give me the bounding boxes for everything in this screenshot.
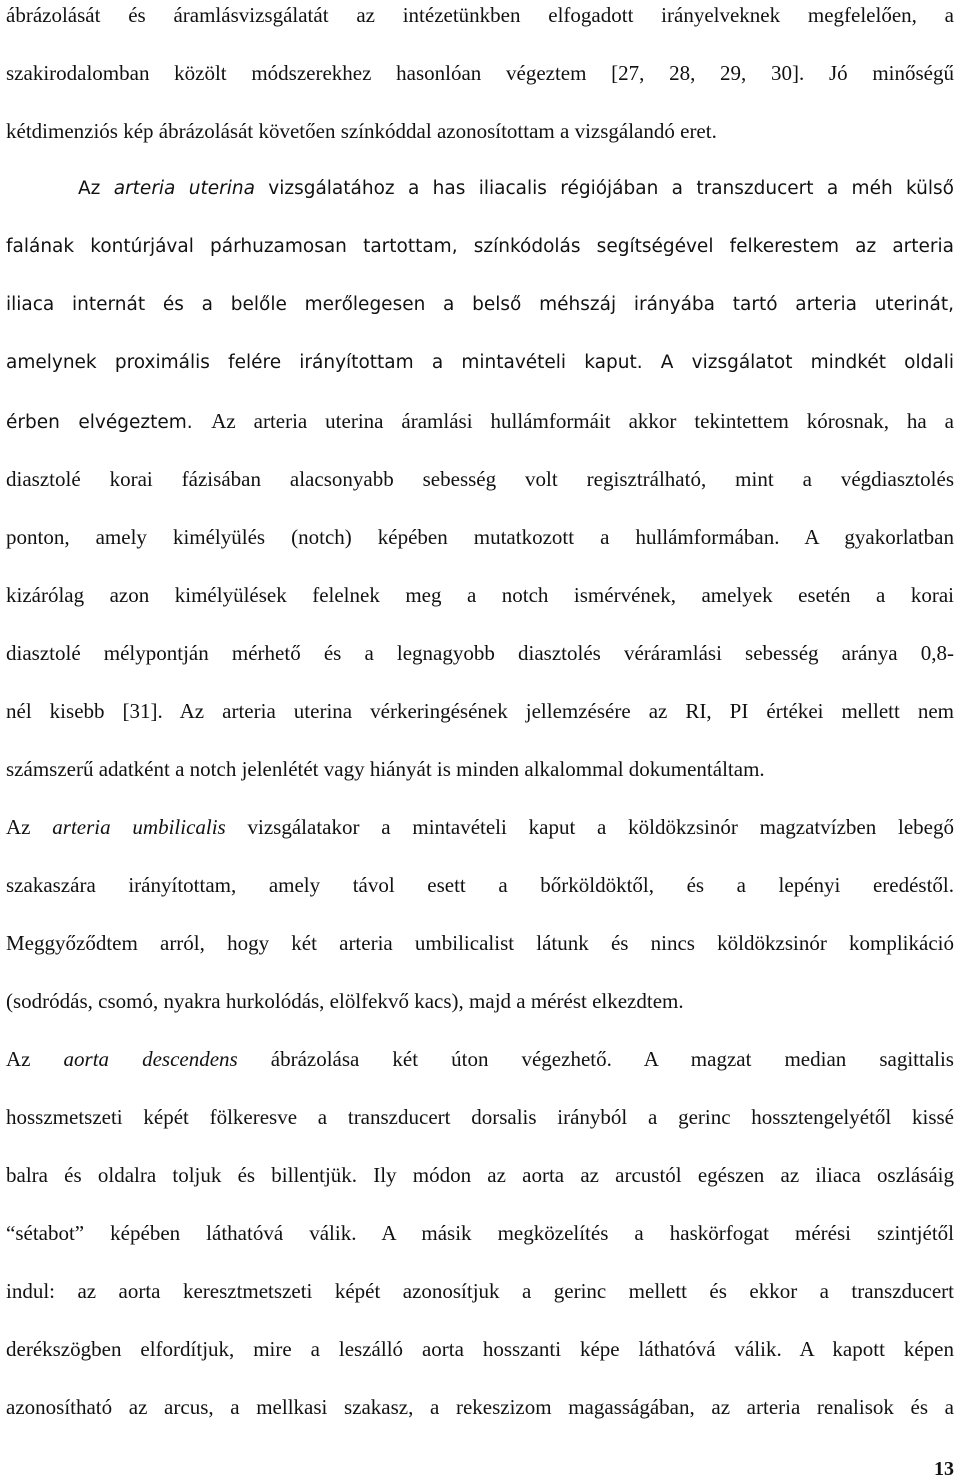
text-line: [6, 1220, 954, 1246]
text-line: [6, 234, 954, 260]
text-line: [6, 988, 954, 1014]
text-line: [6, 930, 954, 956]
text-run: ábrázolását és áramlásvizsgálatát az intézetünkben elfogadott irányelveknek megfelelően, a: [6, 3, 954, 27]
text-line: [6, 292, 954, 318]
text-run: diasztolé mélypontján mérhető és a legnagyobb diasztolés véráramlási sebesség aránya 0,8-: [6, 641, 954, 665]
text-run: “sétabot” képében láthatóvá válik. A másik megközelítés a haskörfogat mérési szintjétől: [6, 1221, 954, 1245]
text-run: hosszmetszeti képét fölkeresve a transzducert dorsalis irányból a gerinc hossztengelyétől kissé: [6, 1105, 954, 1129]
text-run: amelynek proximális felére irányítottam a mintavételi kaput. A vizsgálatot mindkét oldali: [6, 352, 954, 373]
text-line: [6, 1162, 954, 1188]
text-run: diasztolé korai fázisában alacsonyabb sebesség volt regisztrálható, mint a végdiasztolés: [6, 467, 954, 491]
text-run: balra és oldalra toljuk és billentjük. Ily módon az aorta az arcustól egészen az iliaca oszlásáig: [6, 1163, 954, 1187]
text-line: [6, 756, 954, 782]
text-run: indul: az aorta keresztmetszeti képét azonosítjuk a gerinc mellett és ekkor a transzducert: [6, 1279, 954, 1303]
text-line: [6, 466, 954, 492]
text-line: [78, 176, 954, 202]
text-line: [6, 814, 954, 840]
text-line: [6, 1104, 954, 1130]
text-run: vizsgálatakor a mintavételi kaput a köldökzsinór magzatvízben lebegő: [225, 815, 954, 839]
text-run: Az arteria uterina áramlási hullámformáit akkor tekintettem kórosnak, ha a: [211, 409, 954, 433]
text-run: falának kontúrjával párhuzamosan tartottam, színkódolás segítségével felkerestem az arteria: [6, 236, 954, 257]
text-run: derékszögben elfordítjuk, mire a leszálló aorta hosszanti képe láthatóvá válik. A kapott képen: [6, 1337, 954, 1361]
text-line: [6, 408, 954, 436]
text-run: Meggyőződtem arról, hogy két arteria umbilicalist látunk és nincs köldökzsinór komplikáció: [6, 931, 954, 955]
text-run: szakirodalomban közölt módszerekhez hasonlóan végeztem [27, 28, 29, 30]. Jó minőségű: [6, 61, 954, 85]
text-run: (sodródás, csomó, nyakra hurkolódás, elölfekvő kacs), majd a mérést elkezdtem.: [6, 989, 684, 1013]
text-line: [6, 640, 954, 666]
italic-term: arteria umbilicalis: [52, 815, 226, 839]
text-run: nél kisebb [31]. Az arteria uterina vérkeringésének jellemzésére az RI, PI értékei mellett nem: [6, 699, 954, 723]
text-line: [6, 118, 954, 144]
text-line: [6, 2, 954, 28]
text-run: ponton, amely kimélyülés (notch) képében mutatkozott a hullámformában. A gyakorlatban: [6, 525, 954, 549]
text-run: vizsgálatához a has iliacalis régiójában a transzducert a méh külső: [254, 178, 954, 199]
text-run: kétdimenziós kép ábrázolását követően színkóddal azonosítottam a vizsgálandó eret.: [6, 119, 717, 143]
text-line: [6, 1046, 954, 1072]
text-run: iliaca internát és a belőle merőlegesen a belső méhszáj irányába tartó arteria uterinát,: [6, 294, 954, 315]
text-run: azonosítható az arcus, a mellkasi szakasz, a rekeszizom magasságában, az arteria renalisok és a: [6, 1395, 954, 1419]
italic-term: aorta descendens: [63, 1047, 238, 1071]
text-line: [6, 524, 954, 550]
italic-term: arteria uterina: [113, 178, 255, 199]
page-number: 13: [934, 1458, 954, 1480]
text-line: [6, 350, 954, 376]
text-line: [6, 1394, 954, 1420]
text-run: szakaszára irányítottam, amely távol esett a bőrköldöktől, és a lepényi eredéstől.: [6, 873, 954, 897]
text-line: [6, 582, 954, 608]
text-run: Az: [6, 1047, 64, 1071]
text-line: [6, 698, 954, 724]
text-line: [6, 60, 954, 86]
text-run: számszerű adatként a notch jelenlétét vagy hiányát is minden alkalommal dokumentáltam.: [6, 757, 765, 781]
text-line: [6, 872, 954, 898]
text-line: [6, 1278, 954, 1304]
text-line: [6, 1336, 954, 1362]
text-run: Az: [78, 178, 114, 199]
text-run: kizárólag azon kimélyülések felelnek meg a notch ismérvének, amelyek esetén a korai: [6, 583, 954, 607]
text-run: Az: [6, 815, 53, 839]
text-run: érben elvégeztem.: [6, 412, 212, 433]
text-run: ábrázolása két úton végezhető. A magzat median sagittalis: [237, 1047, 954, 1071]
